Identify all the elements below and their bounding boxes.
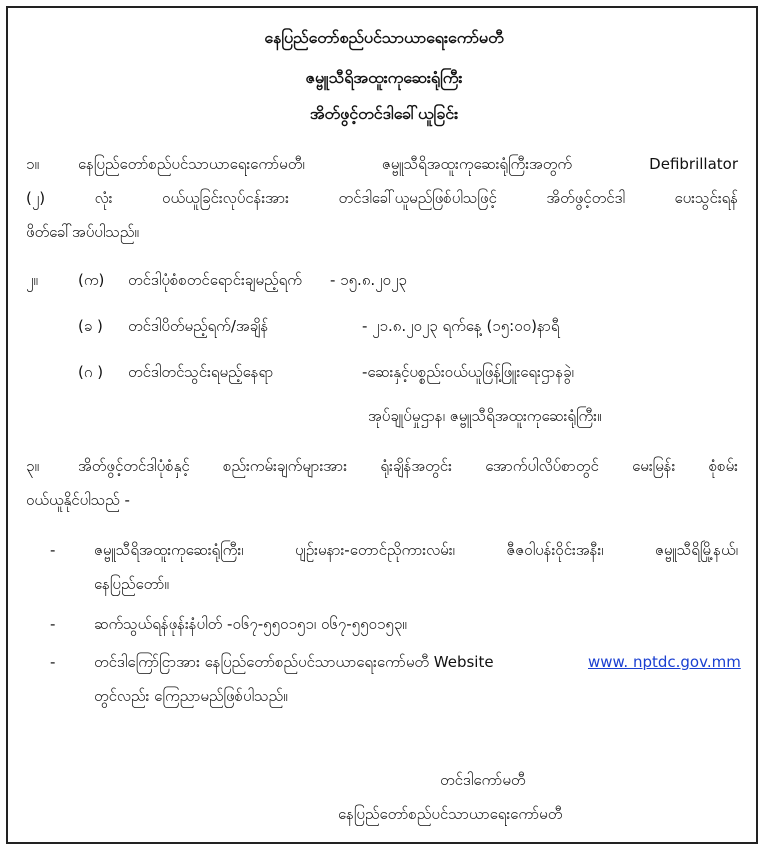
section3-number: ၃။ bbox=[26, 457, 39, 475]
item-marker-ka: (က) bbox=[78, 271, 105, 289]
section2-number: ၂။ bbox=[26, 271, 38, 289]
document-frame bbox=[6, 6, 758, 844]
item-value-close-date: - ၂၁.၈.၂၀၂၃ ရက်နေ့ (၁၅:၀၀)နာရီ bbox=[362, 317, 560, 335]
bullet-address-line1: ဇမ္ဗူသီရိအထူးကုဆေးရုံကြီး၊ ပျဉ်းမနား-တောင်ညိုကားလမ်း၊ ဇီဇဝါပန်းဝိုင်းအနီး၊ ဇမ္ဗူသီရိမြို့နယ်၊ bbox=[94, 541, 738, 559]
header-subtitle: ဇမ္ဗူသီရိအထူးကုဆေးရုံကြီး bbox=[305, 68, 463, 87]
header-title: နေပြည်တော်စည်ပင်သာယာရေးကော်မတီ bbox=[264, 28, 504, 47]
signature-committee: တင်ဒါကော်မတီ bbox=[440, 771, 526, 789]
website-link[interactable]: www. nptdc.gov.mm bbox=[588, 653, 741, 671]
item-value-sale-date: - ၁၅.၈.၂၀၂၃ bbox=[330, 271, 407, 289]
bullet-website-text: တင်ဒါကြော်ငြာအား နေပြည်တော်စည်ပင်သာယာရေးကော်မတီ Website bbox=[94, 653, 494, 671]
bullet-dash: - bbox=[50, 615, 56, 633]
bullet-dash: - bbox=[50, 541, 56, 559]
bullet-website-line2: တွင်လည်း ကြေညာမည်ဖြစ်ပါသည်။ bbox=[94, 687, 288, 705]
bullet-phone: ဆက်သွယ်ရန်ဖုန်းနံပါတ် -၀၆၇-၅၅၀၁၅၁၊ ၀၆၇-၅၅၀၁၅၃။ bbox=[94, 615, 407, 633]
item-marker-kha: (ခ ) bbox=[78, 317, 103, 335]
section3-line2: ဝယ်ယူနိုင်ပါသည် - bbox=[26, 491, 130, 509]
item-label-sale-date: တင်ဒါပုံစံစတင်ရောင်းချမည့်ရက် bbox=[128, 271, 302, 289]
item-value-submit-place-2: အုပ်ချုပ်မှုဌာန၊ ဇမ္ဗူသီရိအထူးကုဆေးရုံကြီး။ bbox=[368, 407, 602, 425]
section1-number: ၁။ bbox=[26, 155, 39, 173]
signature-organization: နေပြည်တော်စည်ပင်သာယာရေးကော်မတီ bbox=[338, 805, 563, 823]
item-label-submit-place: တင်ဒါတင်သွင်းရမည့်နေရာ bbox=[128, 363, 274, 381]
item-value-submit-place: -ဆေးနှင့်ပစ္စည်းဝယ်ယူဖြန့်ဖြူးရေးဌာနခွဲ၊ bbox=[362, 363, 574, 381]
item-label-close-date: တင်ဒါပိတ်မည့်ရက်/အချိန် bbox=[128, 317, 269, 335]
header-heading: အိတ်ဖွင့်တင်ဒါခေါ်ယူခြင်း bbox=[309, 104, 459, 123]
bullet-address-line2: နေပြည်တော်။ bbox=[94, 575, 169, 593]
item-marker-ga: (ဂ ) bbox=[78, 363, 104, 381]
bullet-dash: - bbox=[50, 653, 56, 671]
section3-line1: အိတ်ဖွင့်တင်ဒါပုံစံနှင့် စည်းကမ်းချက်များအား ရုံးချိန်အတွင်း အောက်ပါလိပ်စာတွင် မေးမြန်း စုံစမ်း bbox=[78, 457, 738, 475]
section1-line2: (၂) လုံး ဝယ်ယူခြင်းလုပ်ငန်းအား တင်ဒါခေါ်ယူမည်ဖြစ်ပါသဖြင့် အိတ်ဖွင့်တင်ဒါ ပေးသွင်းရန် bbox=[26, 189, 738, 207]
section1-line1: နေပြည်တော်စည်ပင်သာယာရေးကော်မတီ၊ ဇမ္ဗူသီရိအထူးကုဆေးရုံကြီးအတွက် Defibrillator bbox=[78, 155, 738, 173]
section1-line3: ဖိတ်ခေါ်အပ်ပါသည်။ bbox=[26, 223, 139, 241]
